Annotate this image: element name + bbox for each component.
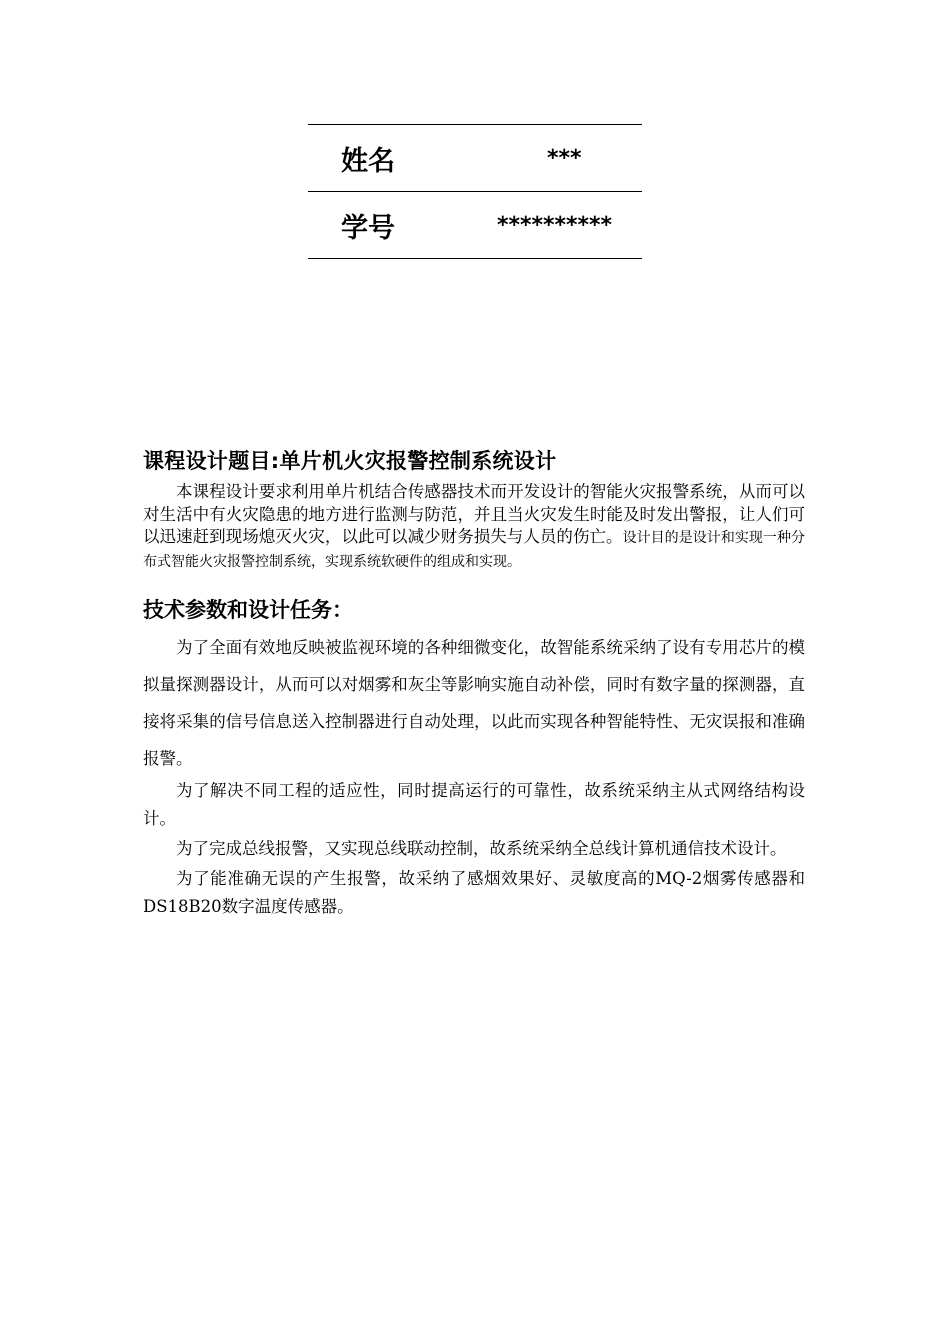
body-paragraph-2: 为了解决不同工程的适应性，同时提高运行的可靠性，故系统采纳主从式网络结构设计。 — [143, 781, 805, 828]
id-row — [308, 192, 642, 259]
body-paragraph-4: 为了能准确无误的产生报警，故采纳了感烟效果好、灵敏度高的MQ-2烟雾传感器和DS18B20数字温度传感器。 — [143, 869, 805, 916]
name-value: *** — [547, 145, 582, 171]
body-paragraph-1-block — [143, 629, 805, 777]
body-paragraph-3: 为了完成总线报警，又实现总线联动控制，故系统采纳全总线计算机通信技术设计。 — [176, 839, 787, 858]
student-info-table — [308, 124, 642, 259]
intro-paragraph — [143, 481, 805, 573]
intro-small-text: 设计目的是设计和实现一种分布式智能火灾报警控制系统，实现系统软硬件的组成和实现。 — [143, 530, 806, 570]
intro-main-text: 本课程设计要求利用单片机结合传感器技术而开发设计的智能火灾报警系统，从而可以对生活中有火灾隐患的地方进行监测与防范，并且当火灾发生时能及时发出警报，让人们可以迅速赶到现场熄灭火灾，以此可以减少财务损失与人员的伤亡。 — [143, 482, 805, 546]
body-paragraph-1: 为了全面有效地反映被监视环境的各种细微变化，故智能系统采纳了设有专用芯片的模拟量探测器设计，从而可以对烟雾和灰尘等影响实施自动补偿，同时有数字量的探测器，直接将采集的信号信息送入控制器进行自动处理，以此而实现各种智能特性、无灾误报和准确报警。 — [143, 638, 805, 768]
name-row — [308, 125, 642, 192]
id-label: 学号 — [341, 212, 395, 244]
course-design-title: 课程设计题目:单片机火灾报警控制系统设计 — [143, 449, 557, 473]
section-heading: 技术参数和设计任务： — [143, 598, 353, 622]
body-paragraphs-block — [143, 777, 805, 923]
name-label: 姓名 — [341, 145, 395, 177]
id-value: ********** — [497, 212, 613, 238]
